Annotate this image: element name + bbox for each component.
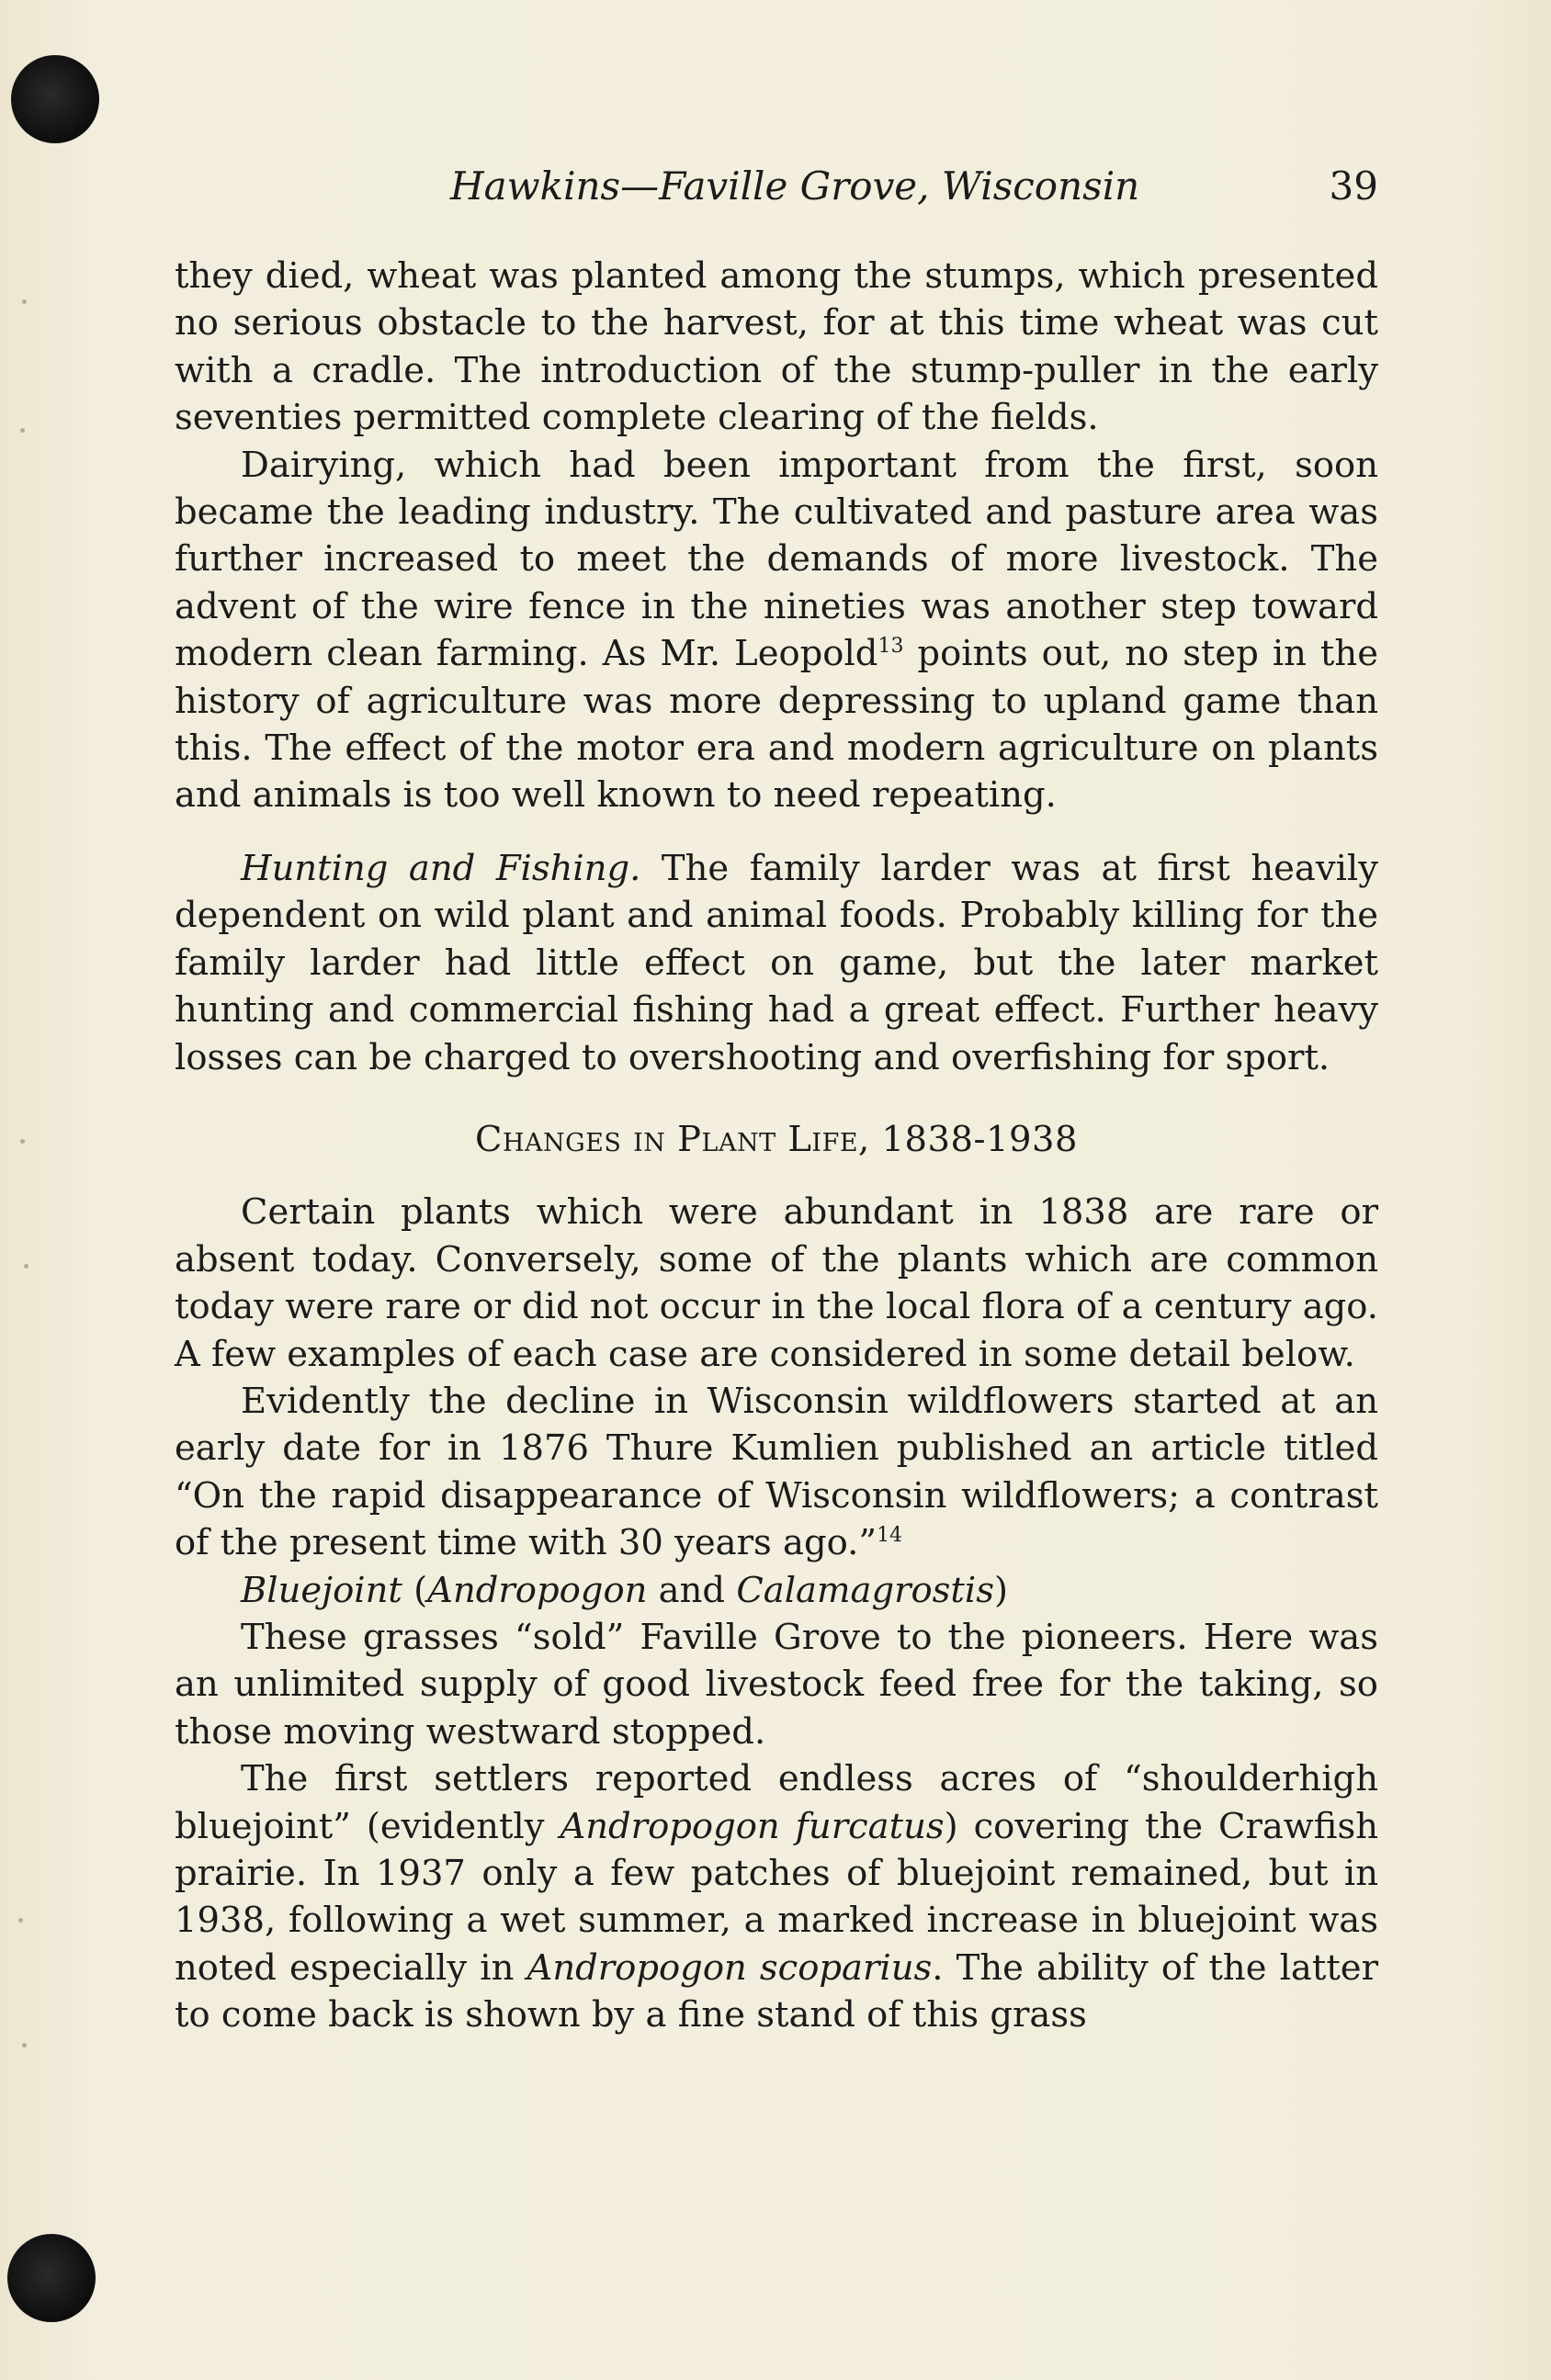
- paper-speck: [20, 1139, 25, 1144]
- paper-speck: [18, 1918, 23, 1923]
- footnote-ref-14: 14: [877, 1524, 903, 1548]
- subheading-genus: Andropogon: [427, 1569, 648, 1611]
- paragraph-text: Dairying, which had been important from the first, soon became the leading industry. The cultivated and pasture area was further increased to meet the demands of more livestock. The advent of the wire fence in the nineties was another step toward modern clean farming. As Mr. Leopold: [175, 444, 1378, 675]
- paragraph-text: The first settlers reported endless acres of “shoulderhigh bluejoint” (evidently: [175, 1758, 1378, 1847]
- paper-speck: [22, 299, 27, 304]
- running-head: Hawkins—Faville Grove, Wisconsin: [450, 164, 1140, 209]
- paragraph-hunting-fishing: [175, 845, 1378, 1081]
- subheading-name: Bluejoint: [241, 1569, 402, 1611]
- footnote-ref-13: 13: [877, 635, 904, 659]
- paper-speck: [20, 428, 25, 433]
- subheading-punct: (: [402, 1569, 428, 1611]
- subheading-punct: ): [993, 1569, 1009, 1611]
- paragraph-text: ) covering the Crawfish prairie. In 1937 only a few patches of bluejoint remained, but in 1938, following a wet summer, a marked increase in bluejoint was noted especially in: [175, 1805, 1378, 1989]
- paragraph-text: The family larder was at first heavily dependent on wild plant and animal foods. Probably killing for the family larder had little effect on game, but the later market hunting and commercial fishing had a great effect. Further heavy losses can be charged to overshooting and overfishing for sport.: [175, 847, 1378, 1078]
- paragraph-text: Certain plants which were abundant in 1838 are rare or absent today. Conversely, some of the plants which are common today were rare or did not occur in the local flora of a century ago. A few examples of each case are considered in some detail below.: [175, 1191, 1378, 1375]
- paragraph-text: . The ability of the latter to come back is shown by a fine stand of this grass: [175, 1946, 1378, 2036]
- paragraph-dairying: [175, 442, 1378, 819]
- page-number: 39: [1329, 164, 1378, 209]
- paragraph-plants-intro: [175, 1189, 1378, 1378]
- run-in-heading: Hunting and Fishing.: [241, 847, 641, 889]
- section-heading-years: 1838-1938: [881, 1118, 1078, 1160]
- binder-hole-top: [11, 55, 99, 143]
- paragraph-text: points out, no step in the history of agriculture was more depressing to upland game than this. The effect of the motor era and modern agriculture on plants and animals is too well known to need repeating.: [175, 633, 1378, 817]
- paragraph-text: they died, wheat was planted among the stumps, which presented no serious obstacle to the harvest, for at this time wheat was cut with a cradle. The introduction of the stump-puller in the early seventies permitted complete clearing of the fields.: [175, 255, 1378, 439]
- paper-speck: [24, 1264, 28, 1269]
- paragraph-text: These grasses “sold” Faville Grove to the pioneers. Here was an unlimited supply of good livestock feed free for the taking, so those moving westward stopped.: [175, 1616, 1378, 1753]
- paragraph-text: Evidently the decline in Wisconsin wildflowers started at an early date for in 1876 Thure Kumlien published an article titled “On the rapid disappearance of Wisconsin wildflowers; a contrast of the present time with 30 years ago.”: [175, 1380, 1378, 1564]
- paragraph-continuation: [175, 253, 1378, 442]
- binder-hole-bottom: [7, 2234, 96, 2322]
- paper-speck: [22, 2043, 27, 2047]
- paragraph-settlers: [175, 1755, 1378, 2038]
- section-heading-title: Changes in Plant Life,: [474, 1118, 870, 1160]
- species-name: Andropogon furcatus: [560, 1805, 945, 1847]
- species-name: Andropogon scoparius: [526, 1946, 933, 1989]
- section-heading: [175, 1116, 1378, 1163]
- subheading-conj: and: [647, 1569, 737, 1611]
- paragraph-grasses: [175, 1614, 1378, 1755]
- page-header: [175, 154, 1378, 219]
- body-text: [175, 253, 1378, 2039]
- subheading-bluejoint: [175, 1567, 1378, 1614]
- paragraph-wildflowers: [175, 1378, 1378, 1567]
- subheading-genus: Calamagrostis: [736, 1569, 994, 1611]
